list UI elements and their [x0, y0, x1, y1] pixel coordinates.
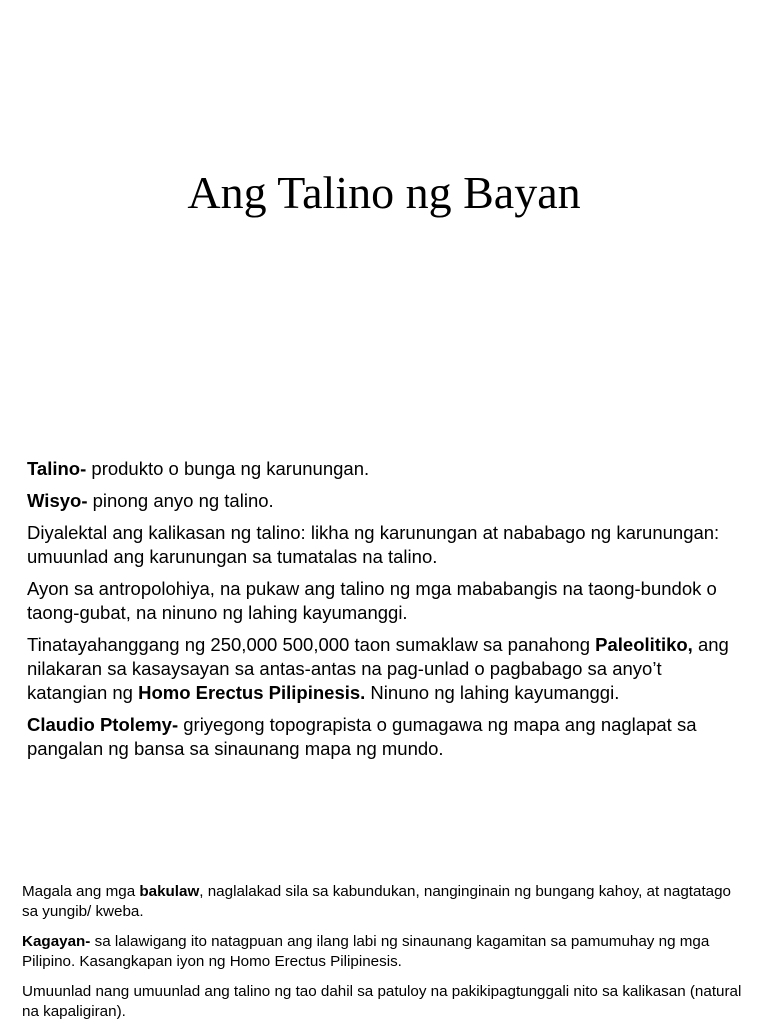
- umuunlad-paragraph: Umuunlad nang umuunlad ang talino ng tao dahil sa patuloy na pakikipagtunggali nito sa kalikasan (natural na kapaligiran).: [22, 983, 742, 1020]
- kagayan-text: sa lalawigang ito natagpuan ang ilang labi ng sinaunang kagamitan sa pamumuhay ng mga Pilipino. Kasangkapan iyon ng Homo Erectus Pilipinesis.: [22, 933, 710, 970]
- talino-definition: [27, 457, 743, 481]
- definitions-section: [27, 457, 743, 769]
- homo-erectus-term: Homo Erectus Pilipinesis.: [138, 682, 366, 703]
- kagayan-paragraph: [22, 932, 746, 972]
- kagayan-term: Kagayan-: [22, 933, 91, 950]
- antropolohiya-paragraph: Ayon sa antropolohiya, na pukaw ang talino ng mga mababangis na taong-bundok o taong-gubat, na ninuno ng lahing kayumanggi.: [27, 578, 717, 623]
- paleolitiko-text-1: Tinatayahanggang ng 250,000 500,000 taon sumaklaw sa panahong: [27, 634, 596, 655]
- paleolitiko-paragraph: [27, 633, 743, 705]
- paleolitiko-term: Paleolitiko,: [595, 634, 693, 655]
- paleolitiko-text-2: ang nilakaran sa kasaysayan sa antas-antas na pag-unlad o pagbabago sa anyo’t katangian ng: [27, 634, 729, 703]
- talino-term: Talino-: [27, 458, 87, 479]
- notes-section: [22, 882, 746, 1032]
- wisyo-definition: [27, 489, 743, 513]
- bakulaw-text-2: , naglalakad sila sa kabundukan, nanginginain ng bungang kahoy, at nagtatago sa yungib/ kweba.: [22, 883, 731, 920]
- page-title: Ang Talino ng Bayan: [187, 167, 581, 218]
- bakulaw-paragraph: [22, 882, 746, 922]
- diyalektal-paragraph: Diyalektal ang kalikasan ng talino: likha ng karunungan at nababago ng karunungan: umuunlad ang karunungan sa tumatalas na talino.: [27, 522, 720, 567]
- claudio-text: griyegong topograpista o gumagawa ng mapa ang naglapat sa pangalan ng bansa sa sinaunang mapa ng mundo.: [27, 714, 697, 759]
- wisyo-term: Wisyo-: [27, 490, 88, 511]
- bakulaw-text-1: Magala ang mga: [22, 883, 140, 900]
- claudio-definition: [27, 713, 743, 761]
- paleolitiko-text-3: Ninuno ng lahing kayumanggi.: [365, 682, 620, 703]
- claudio-term: Claudio Ptolemy-: [27, 714, 179, 735]
- bakulaw-term: bakulaw: [139, 883, 200, 900]
- wisyo-text: pinong anyo ng talino.: [87, 490, 274, 511]
- talino-text: produkto o bunga ng karunungan.: [86, 458, 370, 479]
